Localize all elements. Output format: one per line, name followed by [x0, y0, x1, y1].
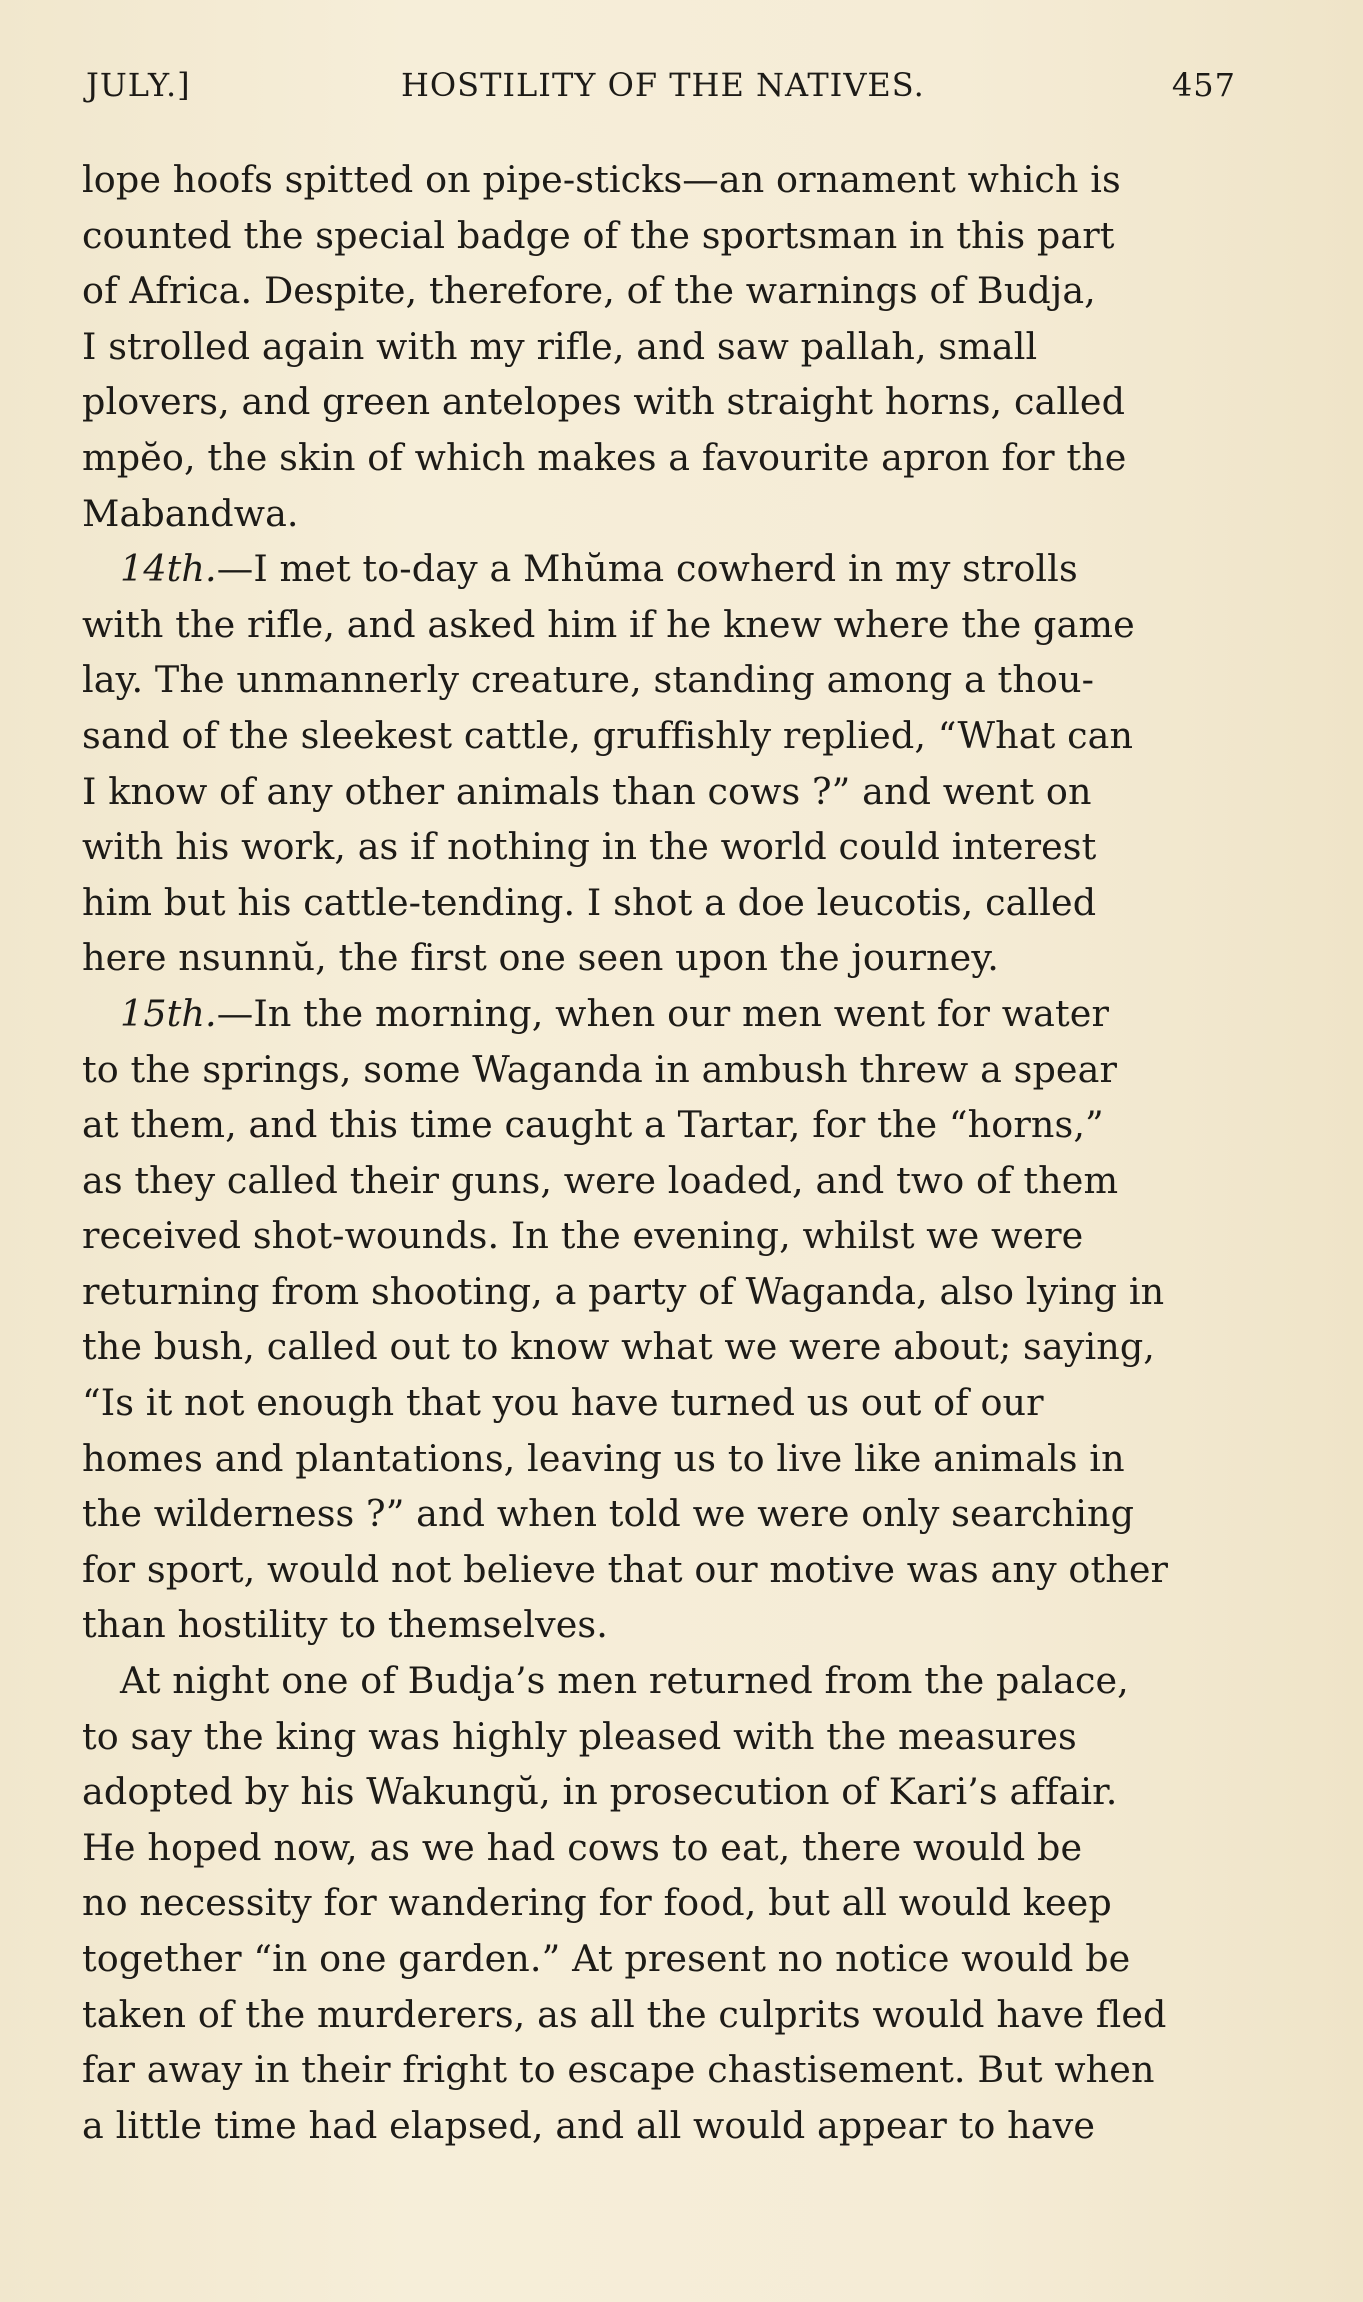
text-line: to say the king was highly pleased with the measures	[82, 1714, 1077, 1758]
text-line: returning from shooting, a party of Waganda, also lying in	[82, 1269, 1165, 1313]
text-line: sand of the sleekest cattle, gruffishly replied, “What can	[82, 713, 1134, 757]
text-line: as they called their guns, were loaded, and two of them	[82, 1158, 1119, 1202]
text-line: He hoped now, as we had cows to eat, there would be	[82, 1825, 1083, 1869]
text-line: I know of any other animals than cows ?” and went on	[82, 769, 1092, 813]
text-line: counted the special badge of the sportsman in this part	[82, 213, 1115, 257]
text-line: lay. The unmannerly creature, standing among a thou-	[82, 658, 1095, 702]
paragraph-2	[82, 541, 1232, 986]
text-line: received shot-wounds. In the evening, whilst we were	[82, 1214, 1084, 1258]
text-line: for sport, would not believe that our motive was any other	[82, 1547, 1169, 1591]
text-line: with his work, as if nothing in the world could interest	[82, 825, 1097, 869]
text-line: the bush, called out to know what we were about; saying,	[82, 1325, 1156, 1369]
text-line: of Africa. Despite, therefore, of the warnings of Budja,	[82, 269, 1096, 313]
paragraph-4	[82, 1653, 1232, 2153]
text-line: together “in one garden.” At present no notice would be	[82, 1937, 1131, 1980]
text-line: far away in their fright to escape chastisement. But when	[82, 2048, 1155, 2092]
text-line: Mabandwa.	[82, 491, 299, 535]
text-line: to the springs, some Waganda in ambush threw a spear	[82, 1047, 1118, 1091]
text-line: adopted by his Wakungŭ, in prosecution of Kari’s affair.	[82, 1770, 1118, 1814]
text-line: a little time had elapsed, and all would appear to have	[82, 2103, 1096, 2147]
text-line	[82, 986, 1232, 1042]
page-number: 457	[1171, 66, 1236, 104]
text-line: At night one of Budja’s men returned from the palace,	[120, 1659, 1129, 1703]
text-line: no necessity for wandering for food, but all would keep	[82, 1881, 1112, 1925]
text-line: at them, and this time caught a Tartar, for the “horns,”	[82, 1103, 1104, 1147]
entry-date: 15th.	[120, 991, 217, 1035]
text-line: plovers, and green antelopes with straight horns, called	[82, 380, 1126, 424]
entry-text: —I met to-day a Mhŭma cowherd in my strolls	[216, 547, 1078, 591]
page-body	[82, 152, 1232, 2153]
text-line: than hostility to themselves.	[82, 1603, 608, 1647]
text-line: I strolled again with my rifle, and saw pallah, small	[82, 324, 1038, 368]
text-line: here nsunnŭ, the first one seen upon the journey.	[82, 936, 999, 980]
text-line: mpĕo, the skin of which makes a favourite apron for the	[82, 435, 1127, 479]
running-header	[86, 66, 1244, 116]
header-title: HOSTILITY OF THE NATIVES.	[401, 66, 925, 104]
text-line: taken of the murderers, as all the culprits would have fled	[82, 1992, 1167, 2036]
text-line: lope hoofs spitted on pipe-sticks—an ornament which is	[82, 158, 1121, 201]
text-line: with the rifle, and asked him if he knew where the game	[82, 602, 1135, 646]
text-line: the wilderness ?” and when told we were only searching	[82, 1492, 1135, 1536]
paragraph-3	[82, 986, 1232, 1653]
paragraph-1	[82, 152, 1232, 541]
entry-date: 14th.	[120, 547, 217, 591]
entry-text: —In the morning, when our men went for water	[216, 991, 1110, 1035]
text-line: him but his cattle-tending. I shot a doe leucotis, called	[82, 880, 1097, 924]
header-month: JULY.]	[86, 66, 191, 104]
text-line	[82, 541, 1232, 597]
text-line: “Is it not enough that you have turned us out of our	[82, 1381, 1044, 1425]
text-line: homes and plantations, leaving us to live like animals in	[82, 1436, 1125, 1480]
